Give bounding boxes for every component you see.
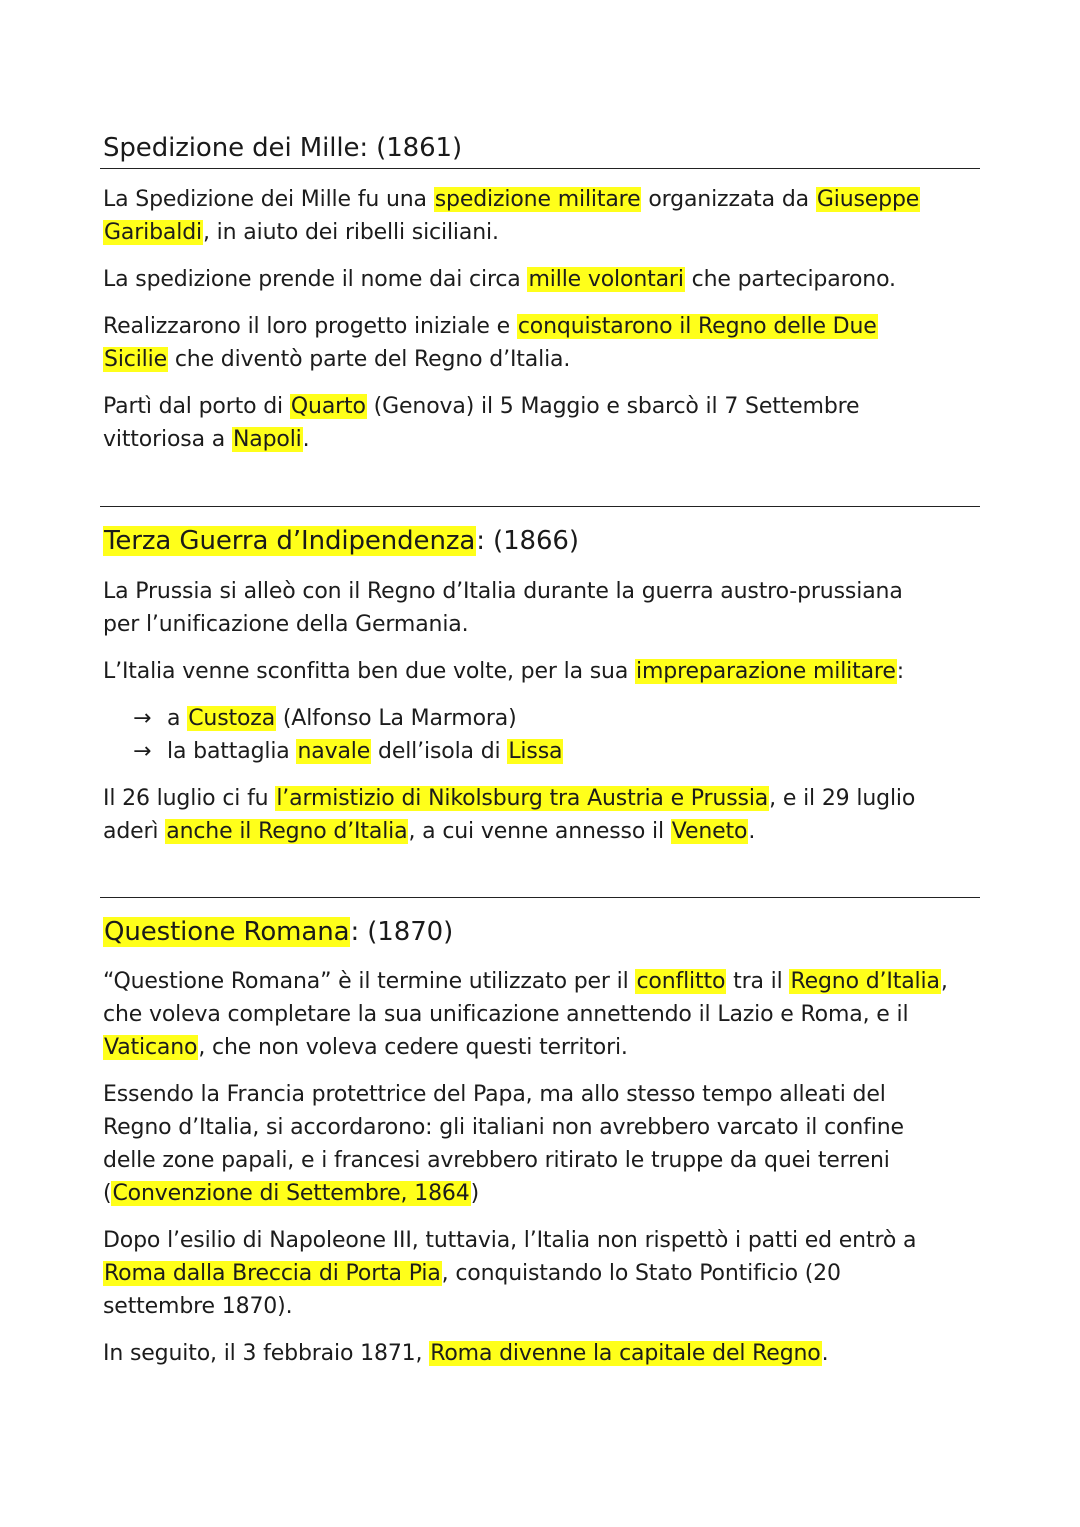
- paragraph: Dopo l’esilio di Napoleone III, tuttavia, l’Italia non rispettò i patti ed entrò a Roma dalla Breccia di Porta Pia, conquistando lo Stato Pontificio (20 settembre 1870).: [103, 1228, 917, 1319]
- list-item: → la battaglia navale dell’isola di Lissa: [133, 735, 980, 768]
- section-title: Questione Romana: (1870): [104, 917, 454, 947]
- paragraph: In seguito, il 3 febbraio 1871, Roma divenne la capitale del Regno.: [103, 1341, 829, 1366]
- paragraph: La Prussia si alleò con il Regno d’Italia durante la guerra austro-prussiana per l’unificazione della Germania.: [103, 579, 903, 637]
- highlight: Custoza: [188, 706, 276, 731]
- arrow-icon: →: [133, 739, 152, 764]
- paragraph: La Spedizione dei Mille fu una spedizione militare organizzata da Giuseppe Garibaldi, in aiuto dei ribelli siciliani.: [103, 187, 920, 245]
- paragraph: L’Italia venne sconfitta ben due volte, per la sua impreparazione militare:: [103, 659, 904, 684]
- section-body: [103, 575, 980, 862]
- highlight: anche il Regno d’Italia: [166, 819, 408, 844]
- section-title: Terza Guerra d’Indipendenza: (1866): [104, 526, 579, 556]
- highlight: Giuseppe: [816, 187, 920, 212]
- section-divider: [100, 168, 980, 169]
- highlight: Terza Guerra d’Indipendenza: [104, 526, 476, 556]
- highlight: impreparazione militare: [636, 659, 896, 684]
- highlight: Roma dalla Breccia di Porta Pia: [104, 1261, 441, 1286]
- highlight: Napoli: [232, 427, 302, 452]
- paragraph: Realizzarono il loro progetto iniziale e conquistarono il Regno delle Due Sicilie che diventò parte del Regno d’Italia.: [103, 314, 877, 372]
- section-divider: [100, 897, 980, 898]
- paragraph: Essendo la Francia protettrice del Papa, ma allo stesso tempo alleati del Regno d’Italia, si accordarono: gli italiani non avrebbero varcato il confine delle zone papali, e i francesi avrebbero ritirato le truppe da quei terreni (Convenzione di Settembre, 1864): [103, 1082, 904, 1206]
- highlight: Roma divenne la capitale del Regno: [430, 1341, 821, 1366]
- section-spedizione-mille: [103, 130, 980, 166]
- highlight: Regno d’Italia: [790, 969, 940, 994]
- paragraph: Partì dal porto di Quarto (Genova) il 5 Maggio e sbarcò il 7 Settembre vittoriosa a Napoli.: [103, 394, 860, 452]
- section-body: [103, 183, 980, 470]
- paragraph: Il 26 luglio ci fu l’armistizio di Nikolsburg tra Austria e Prussia, e il 29 luglio aderì anche il Regno d’Italia, a cui venne annesso il Veneto.: [103, 786, 916, 844]
- section-title: Spedizione dei Mille: (1861): [103, 133, 463, 163]
- highlight: Lissa: [508, 739, 563, 764]
- paragraph: “Questione Romana” è il termine utilizzato per il conflitto tra il Regno d’Italia, che voleva completare la sua unificazione annettendo il Lazio e Roma, e il Vaticano, che non voleva cedere questi territori.: [103, 969, 948, 1060]
- highlight: Sicilie: [104, 347, 167, 372]
- highlight: Vaticano: [104, 1035, 198, 1060]
- bullet-list: [133, 702, 980, 768]
- list-item: → a Custoza (Alfonso La Marmora): [133, 702, 980, 735]
- highlight: mille volontari: [528, 267, 684, 292]
- section-body: [103, 965, 980, 1384]
- section-terza-guerra: [103, 523, 980, 559]
- highlight: conflitto: [636, 969, 726, 994]
- highlight: Convenzione di Settembre, 1864: [112, 1181, 470, 1206]
- paragraph: La spedizione prende il nome dai circa mille volontari che parteciparono.: [103, 267, 896, 292]
- highlight: spedizione militare: [434, 187, 641, 212]
- highlight: Veneto: [671, 819, 748, 844]
- highlight: l’armistizio di Nikolsburg tra Austria e Prussia: [276, 786, 769, 811]
- highlight: Garibaldi: [104, 220, 202, 245]
- highlight: conquistarono il Regno delle Due: [517, 314, 877, 339]
- highlight: Questione Romana: [104, 917, 350, 947]
- highlight: Quarto: [290, 394, 366, 419]
- highlight: navale: [297, 739, 371, 764]
- arrow-icon: →: [133, 706, 152, 731]
- section-questione-romana: [103, 914, 980, 950]
- section-divider: [100, 506, 980, 507]
